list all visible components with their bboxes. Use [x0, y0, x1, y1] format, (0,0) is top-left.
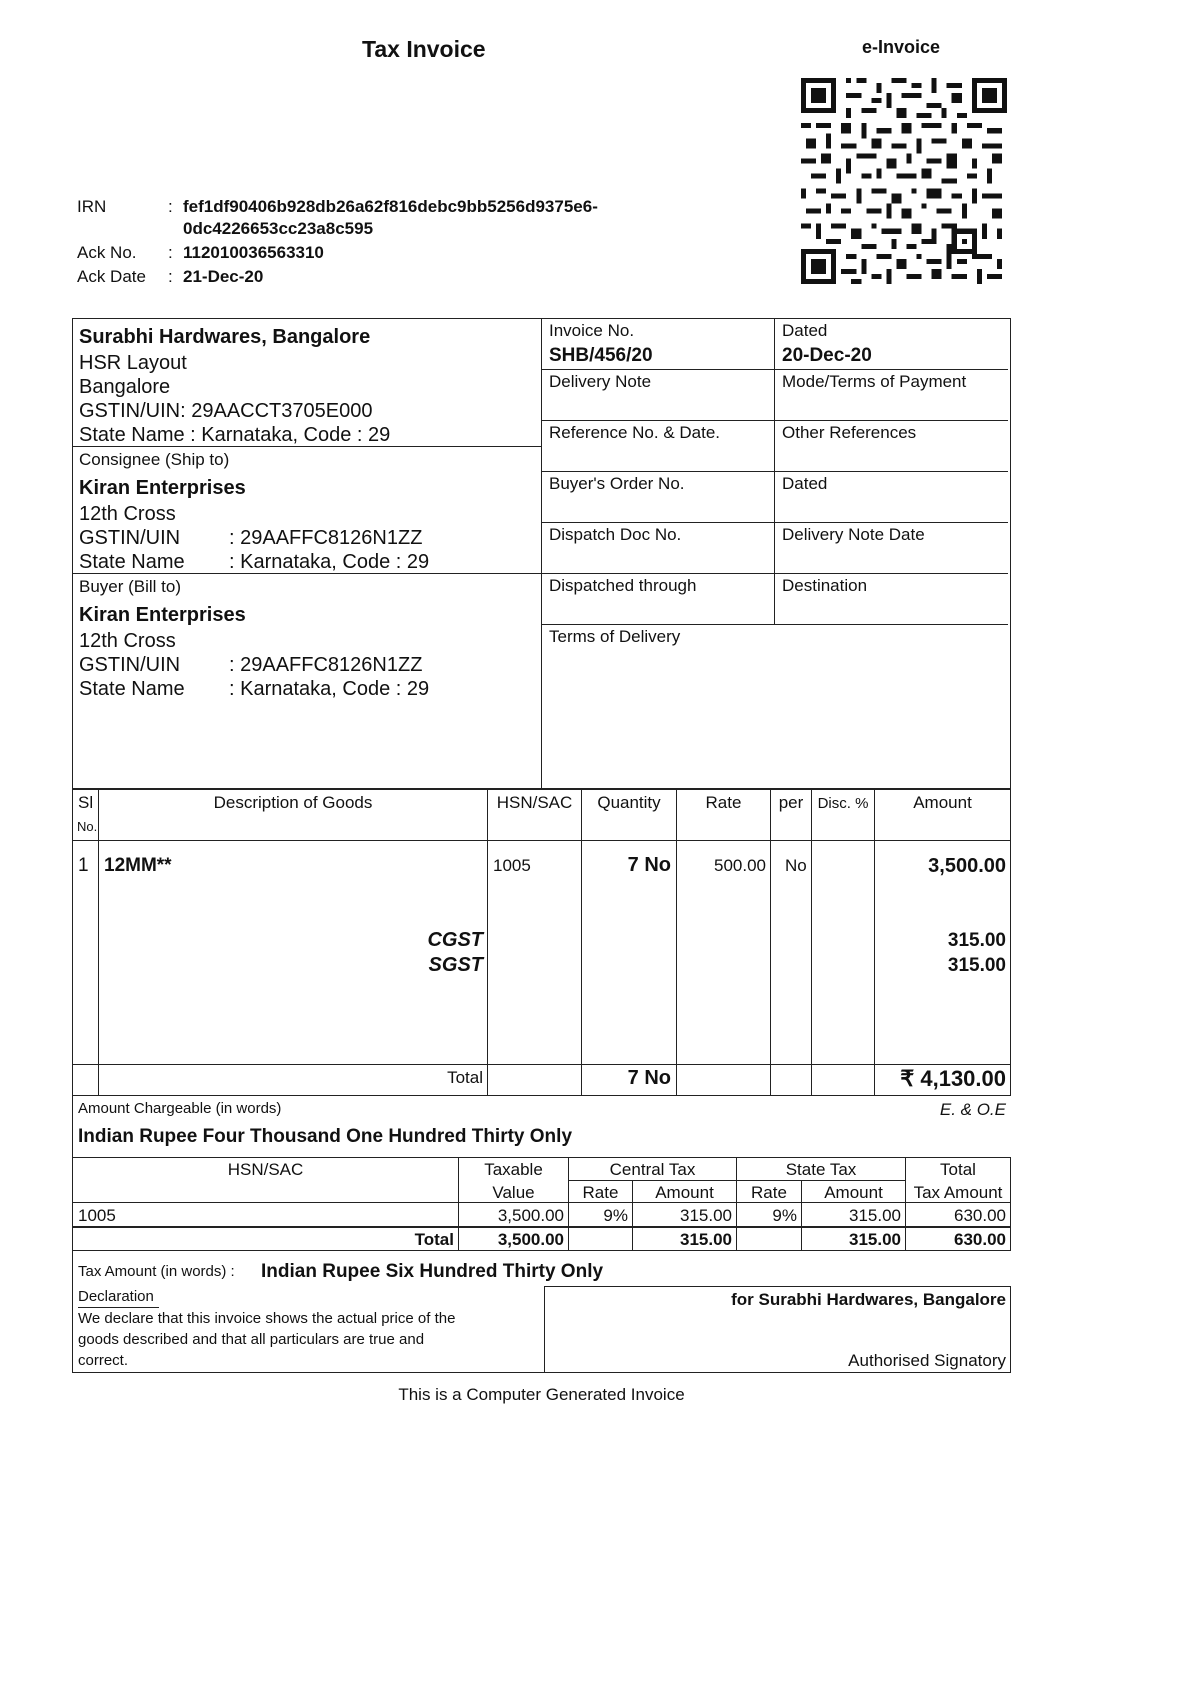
tax-col-central: Central Tax: [609, 1160, 696, 1179]
seller-address-1: HSR Layout: [79, 352, 187, 374]
tax-row-central-amount: 315.00: [680, 1206, 732, 1225]
consignee-name: Kiran Enterprises: [79, 477, 246, 499]
consignee-gstin-value: : 29AAFFC8126N1ZZ: [229, 527, 423, 549]
buyer-heading: Buyer (Bill to): [79, 577, 182, 596]
tax-total-label: Total: [414, 1230, 454, 1249]
sgst-amount: 315.00: [947, 955, 1006, 976]
items-total-amount: ₹ 4,130.00: [900, 1066, 1006, 1091]
central-amount-header: Amount: [655, 1183, 714, 1202]
ack-no-value: 112010036563310: [183, 243, 324, 262]
invoice-no-label: Invoice No.: [549, 321, 635, 340]
seller-gstin: GSTIN/UIN: 29AACCT3705E000: [79, 400, 373, 422]
computer-generated-note: This is a Computer Generated Invoice: [398, 1385, 685, 1404]
delivery-note-date-label: Delivery Note Date: [782, 525, 925, 544]
items-total-quantity: 7 No: [627, 1067, 671, 1089]
seller-state: State Name : Karnataka, Code : 29: [79, 424, 391, 446]
ack-date-sep: :: [168, 267, 173, 286]
delivery-note-label: Delivery Note: [549, 372, 652, 391]
consignee-gstin-label: GSTIN/UIN: [79, 527, 181, 549]
amount-chargeable-label: Amount Chargeable (in words): [78, 1100, 282, 1117]
other-references-label: Other References: [782, 423, 917, 442]
seller-name: Surabhi Hardwares, Bangalore: [79, 326, 371, 348]
tax-total-amount: 630.00: [954, 1230, 1006, 1249]
consignee-address: 12th Cross: [79, 503, 176, 525]
buyer-state-label: State Name: [79, 678, 185, 700]
tax-total-taxable: 3,500.00: [497, 1230, 564, 1249]
tax-row-hsn: 1005: [78, 1206, 116, 1225]
tax-total-central: 315.00: [680, 1230, 732, 1249]
irn-label: IRN: [77, 197, 107, 216]
buyer-gstin-label: GSTIN/UIN: [79, 654, 181, 676]
consignee-state-label: State Name: [79, 551, 185, 573]
cgst-label: CGST: [427, 929, 483, 951]
eoe-label: E. & O.E: [939, 1100, 1006, 1119]
buyer-address: 12th Cross: [79, 630, 176, 652]
tax-col-total: Total: [940, 1160, 976, 1179]
ack-date-value: 21-Dec-20: [183, 267, 264, 286]
destination-label: Destination: [782, 576, 868, 595]
dispatch-doc-label: Dispatch Doc No.: [549, 525, 682, 544]
irn-value-cont: 0dc4226653cc23a8c595: [183, 219, 374, 238]
tax-col-hsn: HSN/SAC: [227, 1160, 304, 1179]
tax-words-label: Tax Amount (in words) :: [78, 1263, 235, 1280]
order-dated-label: Dated: [782, 474, 828, 493]
buyer-name: Kiran Enterprises: [79, 604, 246, 626]
col-quantity: Quantity: [597, 793, 661, 812]
state-amount-header: Amount: [824, 1183, 883, 1202]
irn-value: fef1df90406b928db26a62f816debc9bb5256d9375e6-: [183, 197, 598, 216]
buyer-state-value: : Karnataka, Code : 29: [229, 678, 430, 700]
consignee-heading: Consignee (Ship to): [79, 450, 230, 469]
tax-row-taxable: 3,500.00: [497, 1206, 564, 1225]
col-per: per: [778, 793, 804, 812]
reference-label: Reference No. & Date.: [549, 423, 721, 442]
col-sl-no: No.: [77, 819, 98, 834]
tax-row-total: 630.00: [954, 1206, 1006, 1225]
items-total-label: Total: [447, 1068, 483, 1087]
mode-terms-label: Mode/Terms of Payment: [782, 372, 967, 391]
item-quantity: 7 No: [627, 854, 671, 876]
col-discount: Disc. %: [817, 795, 869, 812]
state-rate-header: Rate: [751, 1183, 787, 1202]
consignee-state-value: : Karnataka, Code : 29: [229, 551, 430, 573]
tax-col-total-amount: Tax Amount: [913, 1183, 1003, 1202]
item-per: No: [785, 856, 807, 875]
central-rate-header: Rate: [582, 1183, 619, 1202]
einvoice-label: e-Invoice: [862, 37, 941, 57]
declaration-line-1: We declare that this invoice shows the actual price of the: [78, 1310, 456, 1327]
buyer-gstin-value: : 29AAFFC8126N1ZZ: [229, 654, 423, 676]
tax-row-state-amount: 315.00: [849, 1206, 901, 1225]
tax-col-state: State Tax: [785, 1160, 857, 1179]
ack-no-sep: :: [168, 243, 173, 262]
declaration-heading: Declaration: [78, 1288, 154, 1305]
qr-code-icon: [800, 78, 1008, 284]
col-sl: Sl: [78, 793, 94, 812]
col-description: Description of Goods: [213, 793, 373, 812]
ack-no-label: Ack No.: [77, 243, 137, 262]
dated-value: 20-Dec-20: [782, 345, 872, 366]
for-company-label: for Surabhi Hardwares, Bangalore: [731, 1290, 1006, 1309]
authorised-signatory: Authorised Signatory: [848, 1351, 1006, 1370]
tax-col-taxable: Taxable: [484, 1160, 543, 1179]
item-hsn: 1005: [493, 856, 531, 875]
tax-row-central-rate: 9%: [603, 1206, 628, 1225]
item-amount: 3,500.00: [928, 855, 1006, 877]
col-amount: Amount: [913, 793, 972, 812]
declaration-line-2: goods described and that all particulars are true and: [78, 1331, 425, 1348]
tax-col-taxable-value: Value: [492, 1183, 535, 1202]
item-rate: 500.00: [714, 856, 766, 875]
tax-amount-in-words: Indian Rupee Six Hundred Thirty Only: [261, 1261, 604, 1282]
terms-delivery-label: Terms of Delivery: [549, 627, 681, 646]
seller-address-2: Bangalore: [79, 376, 171, 398]
tax-row-state-rate: 9%: [772, 1206, 797, 1225]
cgst-amount: 315.00: [947, 930, 1006, 951]
col-rate: Rate: [705, 793, 742, 812]
dated-label: Dated: [782, 321, 828, 340]
sgst-label: SGST: [428, 954, 483, 976]
col-hsn: HSN/SAC: [496, 793, 573, 812]
buyers-order-label: Buyer's Order No.: [549, 474, 685, 493]
page-title: Tax Invoice: [362, 36, 486, 62]
item-description: 12MM**: [104, 855, 172, 876]
irn-sep: :: [168, 197, 173, 216]
invoice-no-value: SHB/456/20: [549, 345, 653, 366]
amount-in-words: Indian Rupee Four Thousand One Hundred Thirty Only: [78, 1126, 573, 1147]
declaration-line-3: correct.: [78, 1352, 129, 1369]
ack-date-label: Ack Date: [77, 267, 146, 286]
item-sl: 1: [78, 855, 89, 876]
dispatched-through-label: Dispatched through: [549, 576, 697, 595]
tax-total-state: 315.00: [849, 1230, 901, 1249]
